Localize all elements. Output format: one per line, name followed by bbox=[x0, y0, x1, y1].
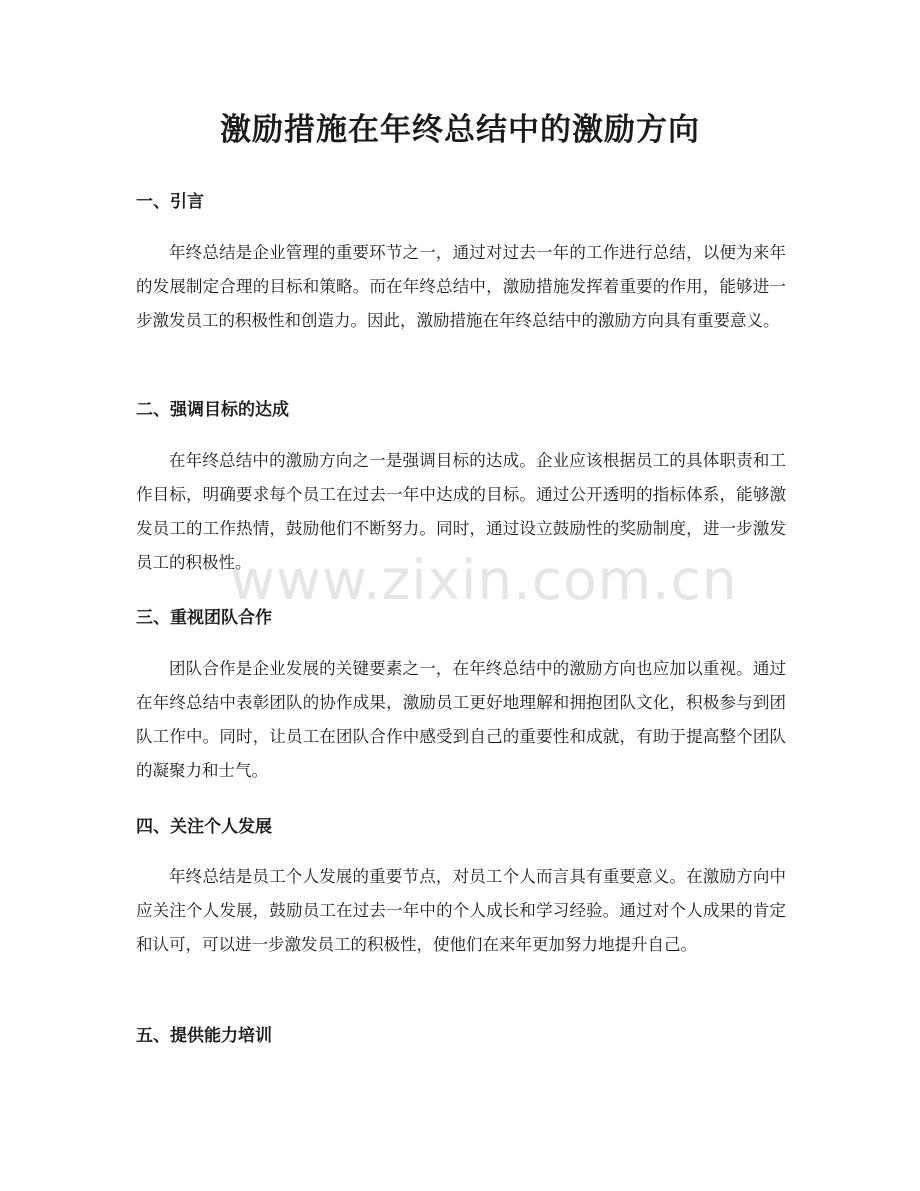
section-heading-introduction: 一、引言 bbox=[136, 192, 204, 212]
section-heading-teamwork: 三、重视团队合作 bbox=[136, 608, 272, 628]
section-paragraph-goal-achievement: 在年终总结中的激励方向之一是强调目标的达成。企业应该根据员工的具体职责和工作目标，明确要求每个员工在过去一年中达成的目标。通过公开透明的指标体系，能够激发员工的工作热情，鼓励他们不断努力。同时，通过设立鼓励性的奖励制度，进一步激发员工的积极性。 bbox=[136, 451, 786, 572]
section-heading-training: 五、提供能力培训 bbox=[136, 1026, 272, 1046]
section-paragraph-teamwork: 团队合作是企业发展的关键要素之一，在年终总结中的激励方向也应加以重视。通过在年终总结中表彰团队的协作成果，激励员工更好地理解和拥抱团队文化，积极参与到团队工作中。同时，让员工在团队合作中感受到自己的重要性和成就，有助于提高整个团队的凝聚力和士气。 bbox=[136, 659, 786, 780]
section-paragraph-personal-development: 年终总结是员工个人发展的重要节点，对员工个人而言具有重要意义。在激励方向中应关注个人发展，鼓励员工在过去一年中的个人成长和学习经验。通过对个人成果的肯定和认可，可以进一步激发员工的积极性，使他们在来年更加努力地提升自己。 bbox=[136, 867, 786, 954]
document-title: 激励措施在年终总结中的激励方向 bbox=[220, 112, 700, 148]
section-paragraph-introduction: 年终总结是企业管理的重要环节之一，通过对过去一年的工作进行总结，以便为来年的发展制定合理的目标和策略。而在年终总结中，激励措施发挥着重要的作用，能够进一步激发员工的积极性和创造力。因此，激励措施在年终总结中的激励方向具有重要意义。 bbox=[136, 243, 786, 330]
watermark: www.zixin.com.cn bbox=[230, 548, 738, 612]
section-heading-goal-achievement: 二、强调目标的达成 bbox=[136, 400, 289, 420]
section-heading-personal-development: 四、关注个人发展 bbox=[136, 817, 272, 837]
